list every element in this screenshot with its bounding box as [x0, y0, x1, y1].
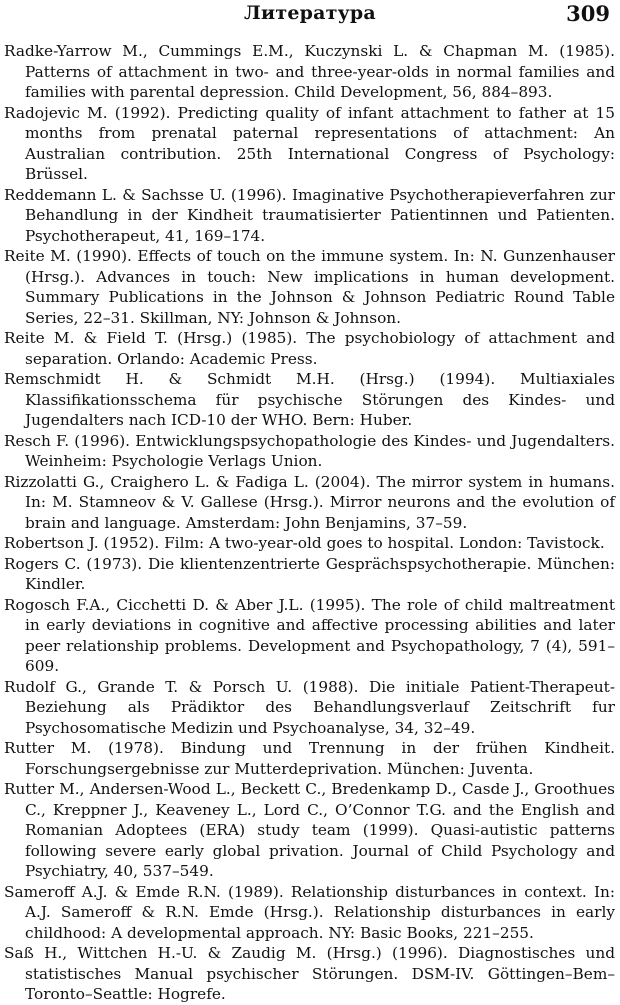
reference-entry: Robertson J. (1952). Film: A two-year-old goes to hospital. London: Tavistock.	[4, 534, 605, 552]
running-title: Литература	[244, 2, 376, 24]
reference-entry: Radojevic M. (1992). Predicting quality of infant attachment to father at 15 months from prenatal paternal representations of attachment: An Australian contribution. 25th International Congress of Psychology: Brüssel.	[4, 103, 615, 183]
reference-entry: Rizzolatti G., Craighero L. & Fadiga L. (2004). The mirror system in humans. In: M. Stamneov & V. Gallese (Hrsg.). Mirror neurons and the evolution of brain and language. Amsterdam: John Benjamins, 37–59.	[4, 472, 615, 532]
reference-entry: Rogosch F.A., Cicchetti D. & Aber J.L. (1995). The role of child maltreatment in early deviations in cognitive and affective processing abilities and later peer relationship problems. Development and Psychopathology, 7 (4), 591–609.	[4, 595, 615, 675]
running-head	[0, 2, 620, 28]
reference-entry: Resch F. (1996). Entwicklungspsychopathologie des Kindes- und Jugendalters. Weinheim: Psychologie Verlags Union.	[4, 431, 615, 470]
reference-entry: Radke-Yarrow M., Cummings E.M., Kuczynski L. & Chapman M. (1985). Patterns of attachment in two- and three-year-olds in normal families and families with parental depression. Child Development, 56, 884–893.	[4, 42, 615, 101]
page-number: 309	[566, 1, 610, 26]
reference-entry: Rogers C. (1973). Die klientenzentrierte Gesprächspsychotherapie. München: Kindler.	[4, 554, 615, 593]
reference-entry: Rutter M. (1978). Bindung und Trennung in der frühen Kindheit. Forschungsergebnisse zur Mutterdeprivation. München: Juventa.	[4, 739, 615, 778]
reference-entry: Reite M. & Field T. (Hrsg.) (1985). The psychobiology of attachment and separation. Orlando: Academic Press.	[4, 329, 615, 368]
reference-entry: Remschmidt H. & Schmidt M.H. (Hrsg.) (1994). Multiaxiales Klassifikationsschema für psychische Störungen des Kindes- und Jugendalters nach ICD-10 der WHO. Bern: Huber.	[4, 370, 615, 429]
reference-list	[4, 41, 615, 1005]
reference-entry: Reddemann L. & Sachsse U. (1996). Imaginative Psychotherapieverfahren zur Behandlung in der Kindheit traumatisierter Patientinnen und Patienten. Psychotherapeut, 41, 169–174.	[4, 185, 615, 245]
reference-entry: Rudolf G., Grande T. & Porsch U. (1988). Die initiale Patient-Therapeut-Beziehung als Prädiktor des Behandlungsverlauf Zeitschrift fur Psychosomatische Medizin und Psychoanalyse, 34, 32–49.	[4, 677, 615, 737]
reference-entry: Saß H., Wittchen H.-U. & Zaudig M. (Hrsg.) (1996). Diagnostisches und statistisches Manual psychischer Störungen. DSM-IV. Göttingen–Bem–Toronto–Seattle: Hogrefe.	[4, 944, 615, 1003]
reference-entry: Reite M. (1990). Effects of touch on the immune system. In: N. Gunzenhauser (Hrsg.). Advances in touch: New implications in human development. Summary Publications in the Johnson & Johnson Pediatric Round Table Series, 22–31. Skillman, NY: Johnson & Johnson.	[4, 247, 615, 327]
reference-entry: Sameroff A.J. & Emde R.N. (1989). Relationship disturbances in context. In: A.J. Sameroff & R.N. Emde (Hrsg.). Relationship disturbances in early childhood: A developmental approach. NY: Basic Books, 221–255.	[4, 882, 615, 942]
reference-entry: Rutter M., Andersen-Wood L., Beckett C., Bredenkamp D., Casde J., Groothues C., Kreppner J., Keaveney L., Lord C., O’Connor T.G. and the English and Romanian Adoptees (ERA) study team (1999). Quasi-autistic patterns following severe early global privation. Journal of Child Psychology and Psychiatry, 40, 537–549.	[4, 780, 615, 880]
